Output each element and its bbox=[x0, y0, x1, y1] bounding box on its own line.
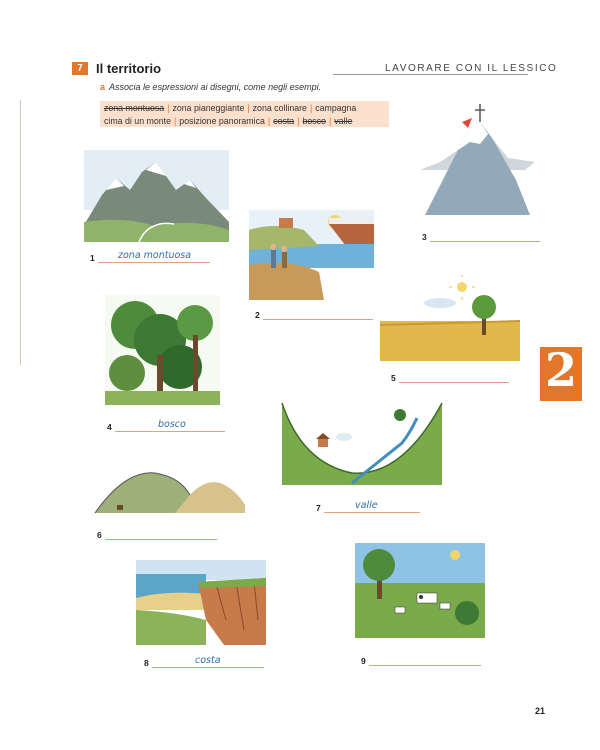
exercise-number: 7 bbox=[72, 62, 88, 75]
answer-1: zona montuosa bbox=[118, 250, 192, 261]
word-posizione-panoramica: posizione panoramica bbox=[179, 115, 265, 126]
answer-8: costa bbox=[195, 655, 221, 666]
answer-line-6[interactable] bbox=[105, 539, 217, 540]
page-number: 21 bbox=[535, 706, 546, 716]
word-bank-row-1: zona montuosa | zona pianeggiante | zona collinare | campagna bbox=[104, 103, 357, 113]
word-zona-collinare: zona collinare bbox=[252, 103, 307, 113]
instruction-text: Associa le espressioni ai disegni, come negli esempi. bbox=[109, 82, 322, 92]
item-number-7: 7 bbox=[316, 503, 321, 513]
illustration-coast bbox=[136, 560, 266, 645]
answer-line-4[interactable] bbox=[115, 431, 225, 432]
item-number-5: 5 bbox=[391, 373, 396, 383]
word-cima-di-un-monte: cima di un monte bbox=[104, 115, 171, 126]
word-zona-montuosa: zona montuosa bbox=[104, 103, 165, 113]
illustration-forest bbox=[105, 295, 220, 405]
item-number-2: 2 bbox=[255, 310, 260, 320]
answer-4: bosco bbox=[158, 419, 186, 430]
illustration-mountain-peak bbox=[420, 100, 535, 215]
chapter-number: 2 bbox=[544, 343, 577, 397]
item-number-1: 1 bbox=[90, 253, 95, 263]
instruction bbox=[100, 82, 321, 92]
answer-line-7[interactable] bbox=[324, 512, 420, 513]
chapter-tab bbox=[540, 343, 582, 401]
margin-line bbox=[20, 100, 21, 365]
word-valle: valle bbox=[334, 115, 353, 126]
illustration-plain bbox=[380, 275, 520, 365]
section-label: LAVORARE CON IL LESSICO bbox=[385, 63, 558, 74]
illustration-mountains bbox=[84, 150, 229, 242]
word-bank-row-2: cima di un monte | posizione panoramica | costa | bosco | valle bbox=[104, 115, 353, 126]
word-bank bbox=[100, 101, 389, 127]
answer-line-1[interactable] bbox=[98, 262, 210, 263]
illustration-valley bbox=[282, 403, 442, 485]
answer-line-3[interactable] bbox=[430, 241, 540, 242]
illustration-hills bbox=[95, 465, 245, 515]
answer-7: valle bbox=[355, 500, 378, 511]
exercise-title: Il territorio bbox=[96, 61, 162, 76]
section-rule bbox=[333, 74, 528, 75]
word-costa: costa bbox=[273, 115, 295, 126]
word-zona-pianeggiante: zona pianeggiante bbox=[172, 103, 245, 113]
answer-line-9[interactable] bbox=[369, 665, 481, 666]
answer-line-5[interactable] bbox=[399, 382, 509, 383]
illustration-panoramic-view bbox=[249, 210, 374, 300]
answer-line-2[interactable] bbox=[263, 319, 373, 320]
item-number-6: 6 bbox=[97, 530, 102, 540]
word-campagna: campagna bbox=[315, 103, 357, 113]
instruction-letter: a bbox=[100, 82, 106, 92]
item-number-4: 4 bbox=[107, 422, 112, 432]
answer-line-8[interactable] bbox=[152, 667, 264, 668]
item-number-8: 8 bbox=[144, 658, 149, 668]
illustration-countryside bbox=[355, 543, 485, 638]
word-bosco: bosco bbox=[302, 115, 326, 126]
item-number-9: 9 bbox=[361, 656, 366, 666]
item-number-3: 3 bbox=[422, 232, 427, 242]
